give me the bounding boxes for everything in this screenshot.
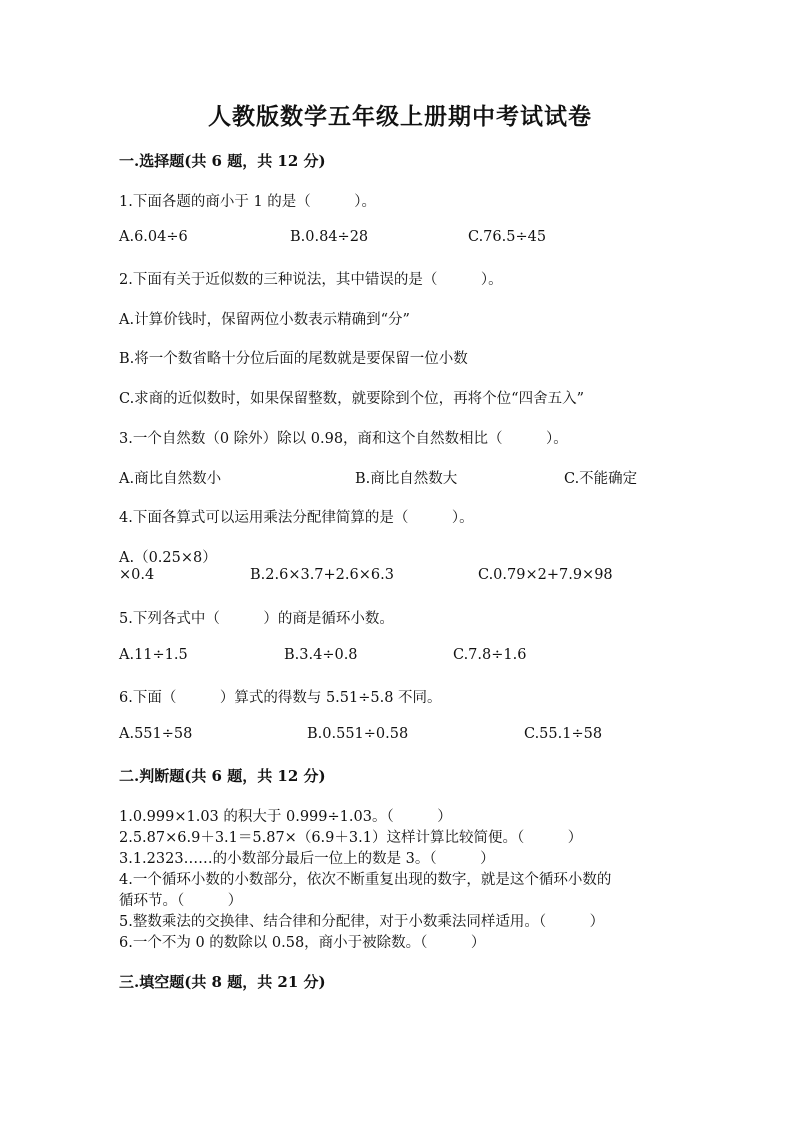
judge-item: 4.一个循环小数的小数部分，依次不断重复出现的数字，就是这个循环小数的 bbox=[119, 872, 612, 888]
option-a: A.11÷1.5 bbox=[119, 647, 188, 663]
section-heading-choice: 一.选择题(共 6 题，共 12 分) bbox=[119, 152, 326, 170]
option-a: A.6.04÷6 bbox=[119, 229, 188, 245]
judge-item: 1.0.999×1.03 的积大于 0.999÷1.03。（ ） bbox=[119, 809, 452, 825]
judge-item-continued: 循环节。（ ） bbox=[119, 893, 243, 909]
option-b: B.0.551÷0.58 bbox=[307, 726, 409, 742]
exam-title: 人教版数学五年级上册期中考试试卷 bbox=[208, 103, 592, 130]
option-c: C.不能确定 bbox=[564, 471, 638, 487]
question-stem: 4.下面各算式可以运用乘法分配律简算的是（ ）。 bbox=[119, 510, 474, 526]
option-b: B.3.4÷0.8 bbox=[284, 647, 358, 663]
section-heading-fill: 三.填空题(共 8 题，共 21 分) bbox=[119, 973, 326, 991]
option-c: C.0.79×2+7.9×98 bbox=[478, 567, 613, 583]
option-a: A.商比自然数小 bbox=[119, 471, 222, 487]
question-stem: 6.下面（ ）算式的得数与 5.51÷5.8 不同。 bbox=[119, 690, 442, 706]
option-a: A.计算价钱时，保留两位小数表示精确到“分” bbox=[119, 312, 410, 328]
section-heading-judge: 二.判断题(共 6 题，共 12 分) bbox=[119, 767, 326, 785]
question-stem: 2.下面有关于近似数的三种说法，其中错误的是（ ）。 bbox=[119, 272, 503, 288]
option-c: C.76.5÷45 bbox=[468, 229, 547, 245]
judge-item: 2.5.87×6.9＋3.1＝5.87×（6.9＋3.1）这样计算比较简便。（ ） bbox=[119, 830, 583, 846]
option-c: C.求商的近似数时，如果保留整数，就要除到个位，再将个位“四舍五入” bbox=[119, 391, 585, 407]
option-b: B.将一个数省略十分位后面的尾数就是要保留一位小数 bbox=[119, 351, 468, 367]
option-b: B.0.84÷28 bbox=[290, 229, 369, 245]
option-c: C.55.1÷58 bbox=[524, 726, 603, 742]
question-stem: 5.下列各式中（ ）的商是循环小数。 bbox=[119, 611, 394, 627]
option-b: B.商比自然数大 bbox=[355, 471, 458, 487]
option-a-continued: ×0.4 bbox=[119, 567, 155, 583]
question-stem: 3.一个自然数（0 除外）除以 0.98，商和这个自然数相比（ ）。 bbox=[119, 431, 568, 447]
judge-item: 6.一个不为 0 的数除以 0.58，商小于被除数。（ ） bbox=[119, 935, 486, 951]
option-b: B.2.6×3.7+2.6×6.3 bbox=[250, 567, 394, 583]
judge-item: 3.1.2323……的小数部分最后一位上的数是 3。（ ） bbox=[119, 851, 495, 867]
question-stem: 1.下面各题的商小于 1 的是（ ）。 bbox=[119, 194, 377, 210]
judge-item: 5.整数乘法的交换律、结合律和分配律，对于小数乘法同样适用。（ ） bbox=[119, 914, 605, 930]
option-a: A.551÷58 bbox=[119, 726, 193, 742]
option-c: C.7.8÷1.6 bbox=[453, 647, 527, 663]
option-a: A.（0.25×8） bbox=[119, 550, 217, 566]
